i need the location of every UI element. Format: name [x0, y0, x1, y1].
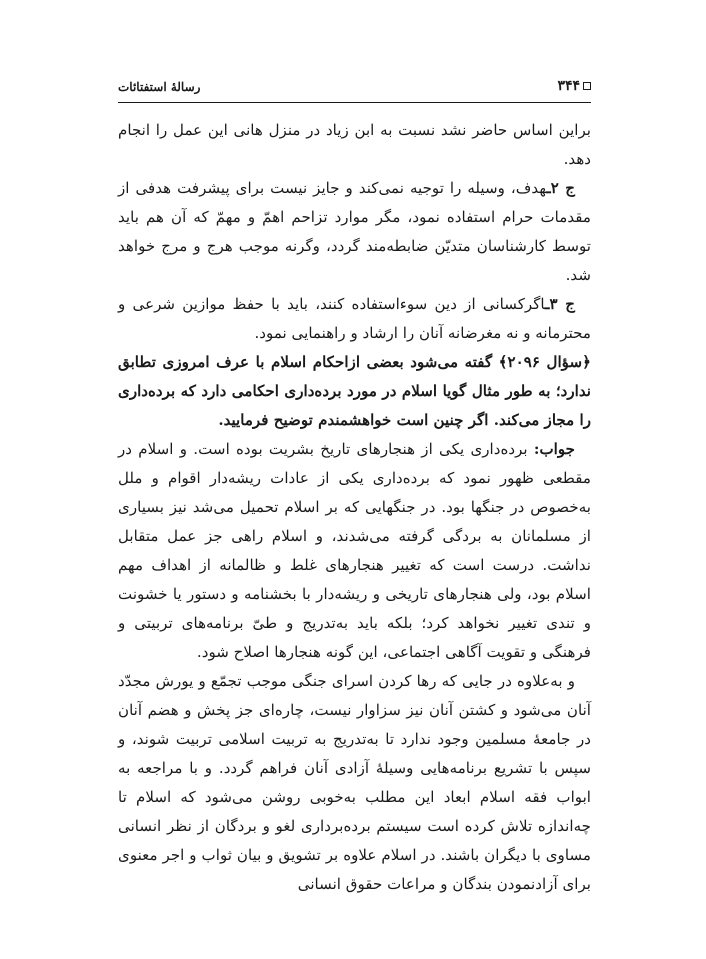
paragraph-continuation: براین اساس حاضر نشد نسبت به ابن زیاد در منزل هانی این عمل را انجام دهد.: [118, 121, 591, 168]
answer-label: جواب:: [533, 440, 575, 458]
header-page-marker: [557, 78, 591, 94]
running-header: [118, 78, 591, 100]
answer-2-text: هدف، وسیله را توجیه نمی‌کند و جایز نیست برای پیشرفت هدفی از مقدمات حرام استفاده نمود، مگر موارد تزاحم اهمّ و مهمّ که آن هم باید توسط کارشناسان متدیّن ضابطه‌مند گردد، وگرنه موجب هرج و مرج خواهد شد.: [118, 179, 591, 284]
square-bullet-icon: [583, 82, 591, 90]
header-divider: [118, 102, 591, 103]
answer-3-text: اگرکسانی از دین سوءاستفاده کنند، باید با حفظ موازین شرعی و محترمانه و نه مغرضانه آنان را ارشاد و راهنمایی نمود.: [118, 295, 591, 342]
answer-3-paragraph: [118, 290, 591, 348]
answer-2-paragraph: [118, 174, 591, 290]
paragraph-additional: و به‌علاوه در جایی که رها کردن اسرای جنگی موجب تجمّع و یورش مجدّد آنان می‌شود و کشتن آنان نیز سزاوار نیست، چاره‌ای جز پخش و هضم آنان در جامعهٔ مسلمین وجود ندارد تا به‌تدریج به تربیت اسلامی تربیت شوند، و سپس با تشریع برنامه‌هایی وسیلهٔ آزادی آنان فراهم گردد. و با مراجعه به ابواب فقه اسلام ابعاد این مطلب به‌خوبی روشن می‌شود که اسلام تا چه‌اندازه تلاش کرده است سیستم برده‌برداری لغو و بردگان از نظر انسانی مساوی با دیگران باشند. در اسلام علاوه بر تشویق و بیان ثواب و اجر معنوی برای آزادنمودن بندگان و مراعات حقوق انسانی: [118, 672, 591, 893]
page-body: [118, 116, 591, 899]
answer-text: برده‌داری یکی از هنجارهای تاریخ بشریت بوده است. و اسلام در مقطعی ظهور نمود که برده‌داری یکی از عادات ریشه‌دار اقوام و ملل به‌خصوص در جنگها بود. در جنگهایی که بر اسلام تحمیل می‌شد نیز بسیاری از مسلمانان به بردگی گرفته می‌شدند، و اسلام راهی جز عمل متقابل نداشت. درست است که تغییر هنجارهای غلط و ظالمانه از اهداف مهم اسلام بود، ولی هنجارهای تاریخی و ریشه‌دار با بخشنامه و دستور یا خشونت و تندی تغییر نخواهد کرد؛ بلکه باید به‌تدریج و طیّ برنامه‌های تربیتی و فرهنگی و تقویت آگاهی اجتماعی، این گونه هنجارها اصلاح شود.: [118, 440, 591, 661]
question-2096: ﴿سؤال ۲۰۹۶﴾ گفته می‌شود بعضی ازاحکام اسلام با عرف امروزی تطابق ندارد؛ به طور مثال گویا اسلام در مورد برده‌داری احکامی دارد که برده‌داری را مجاز می‌کند. اگر چنین است خواهشمندم توضیح فرمایید.: [118, 353, 591, 429]
header-title: رسالهٔ استفتائات: [118, 80, 201, 94]
answer-2-label: ج ۲ـ: [546, 179, 575, 197]
answer-paragraph: [118, 435, 591, 667]
answer-3-label: ج ۳ـ: [545, 295, 575, 313]
page-number: ۳۴۴: [557, 78, 580, 94]
